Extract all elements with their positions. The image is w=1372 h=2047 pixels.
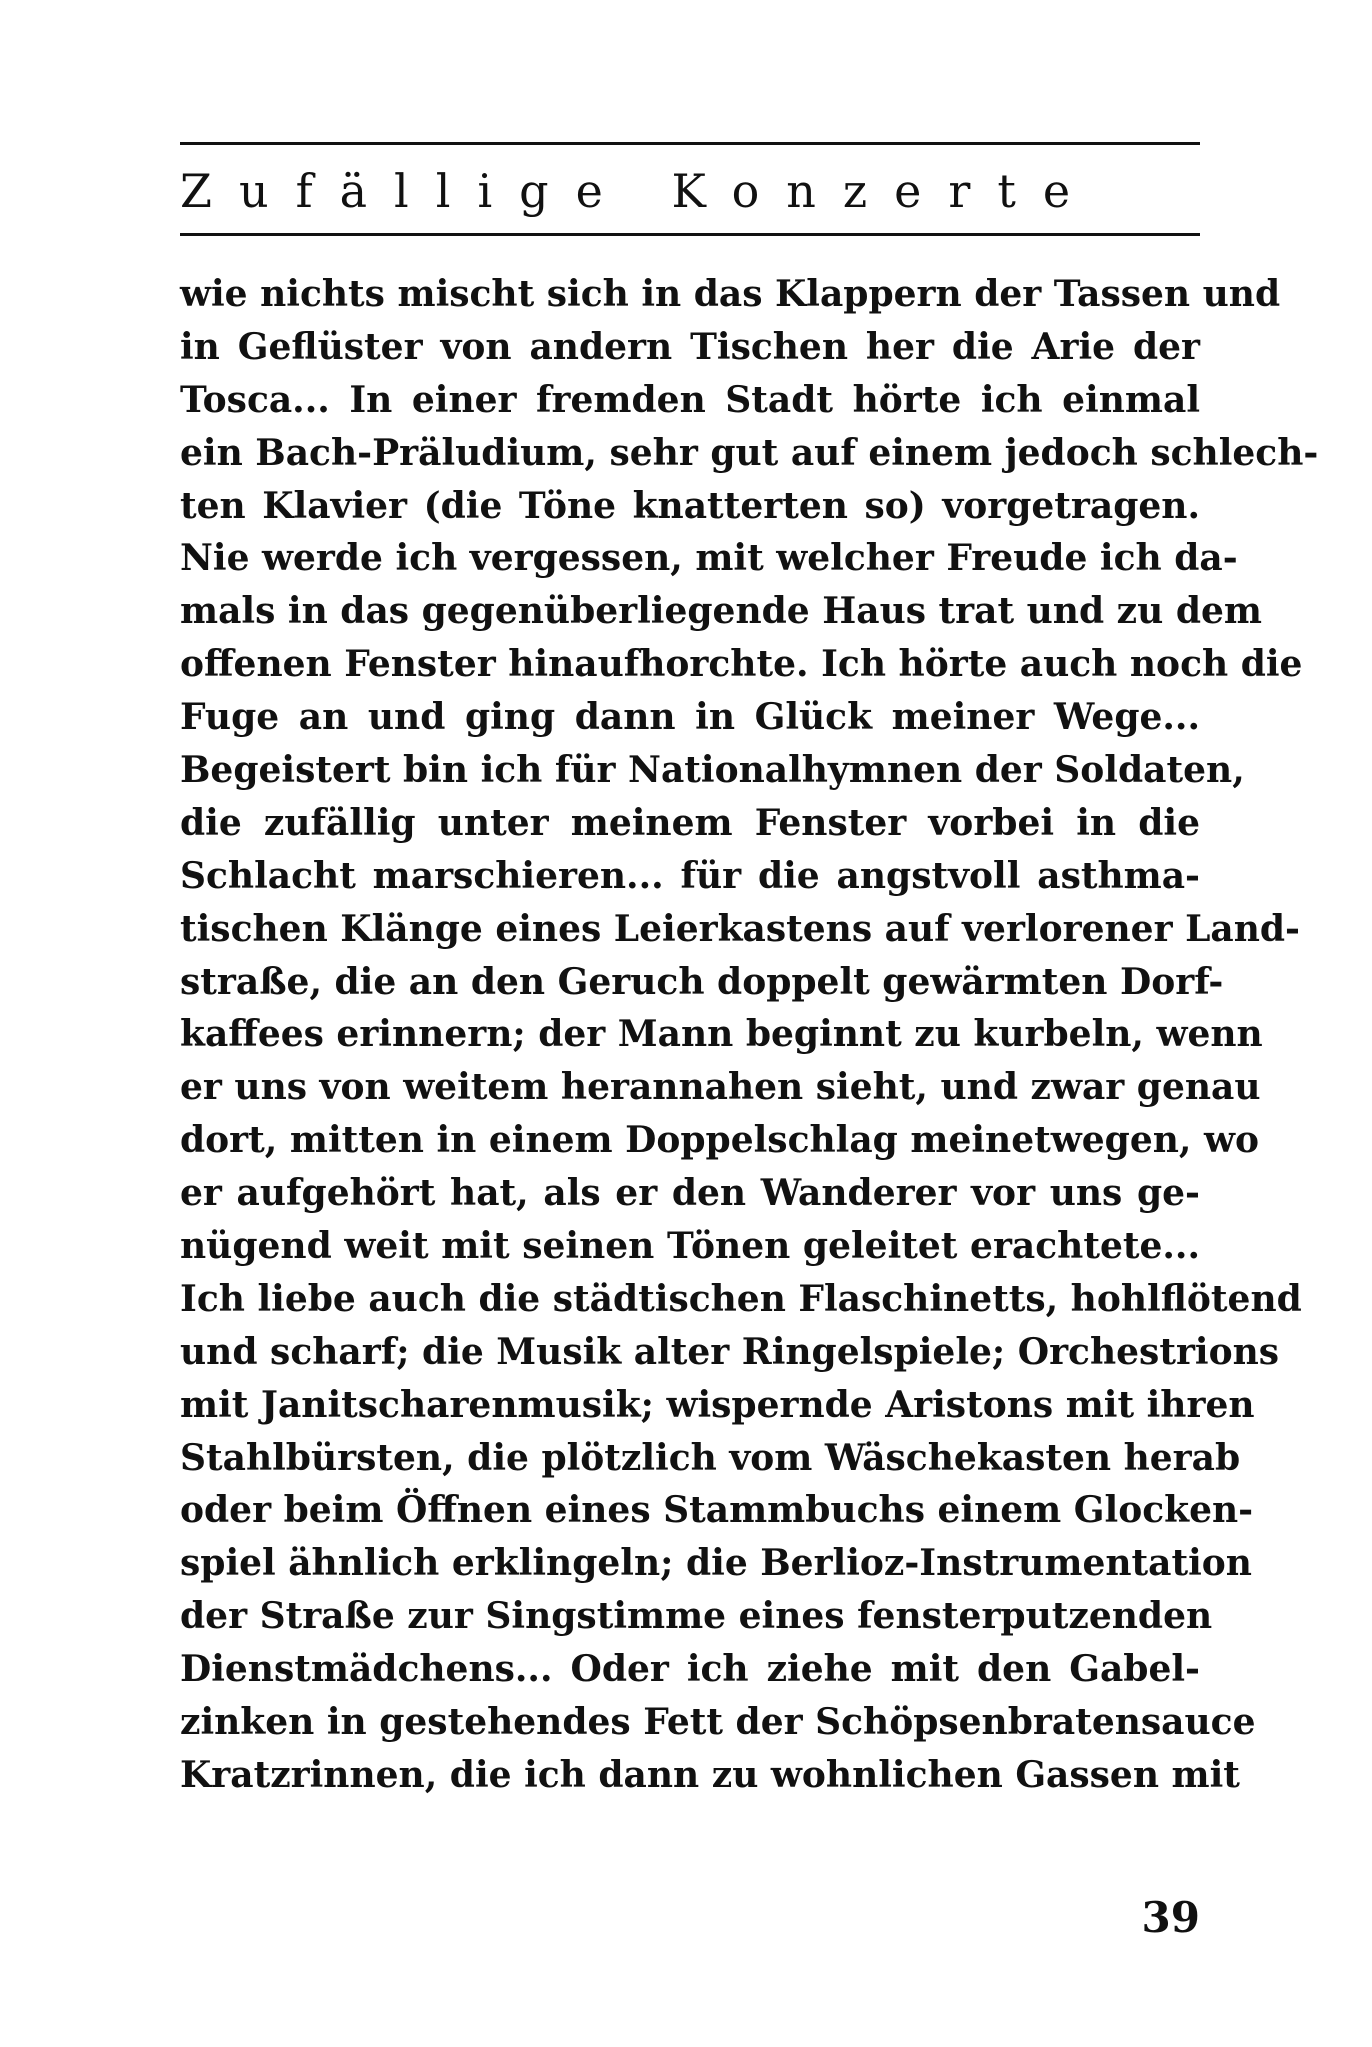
text-line: mit Janitscharenmusik; wispernde Aristons mit ihren bbox=[180, 1383, 1255, 1426]
text-line: er aufgehört hat, als er den Wanderer vor uns ge- bbox=[180, 1172, 1200, 1215]
text-line: tischen Klänge eines Leierkastens auf verlorener Land- bbox=[180, 907, 1300, 950]
text-line: Nie werde ich vergessen, mit welcher Freude ich da- bbox=[180, 537, 1238, 580]
text-line: Stahlbürsten, die plötzlich vom Wäschekasten herab bbox=[180, 1436, 1241, 1479]
text-line: die zufällig unter meinem Fenster vorbei in die bbox=[180, 801, 1200, 844]
text-line: der Straße zur Singstimme eines fensterputzenden bbox=[180, 1595, 1213, 1638]
text-line: und scharf; die Musik alter Ringelspiele; Orchestrions bbox=[180, 1330, 1280, 1373]
text-line: Tosca... In einer fremden Stadt hörte ich einmal bbox=[180, 378, 1200, 421]
text-line: Schlacht marschieren... für die angstvoll asthma- bbox=[180, 854, 1200, 897]
text-line: in Geflüster von andern Tischen her die Arie der bbox=[180, 325, 1200, 368]
text-line: Ich liebe auch die städtischen Flaschinetts, hohlflötend bbox=[180, 1277, 1302, 1320]
text-line: wie nichts mischt sich in das Klappern der Tassen und bbox=[180, 273, 1281, 315]
text-line: spiel ähnlich erklingeln; die Berlioz-Instrumentation bbox=[180, 1542, 1252, 1585]
body-text bbox=[180, 268, 1319, 1802]
text-line: mals in das gegenüberliegende Haus trat und zu dem bbox=[180, 590, 1263, 633]
text-line: ein Bach-Präludium, sehr gut auf einem jedoch schlech- bbox=[180, 431, 1319, 474]
text-line: Begeistert bin ich für Nationalhymnen der Soldaten, bbox=[180, 749, 1245, 792]
text-line: Fuge an und ging dann in Glück meiner Wege... bbox=[180, 696, 1200, 739]
text-line: Dienstmädchens... Oder ich ziehe mit den Gabel- bbox=[180, 1648, 1200, 1691]
text-line: dort, mitten in einem Doppelschlag meinetwegen, wo bbox=[180, 1119, 1259, 1162]
text-line: er uns von weitem herannahen sieht, und zwar genau bbox=[180, 1066, 1261, 1109]
header-top-rule bbox=[180, 142, 1200, 145]
text-line: Kratzrinnen, die ich dann zu wohnlichen Gassen mit bbox=[180, 1753, 1240, 1796]
text-line: nügend weit mit seinen Tönen geleitet erachtete... bbox=[180, 1225, 1200, 1268]
text-line: oder beim Öffnen eines Stammbuchs einem Glocken- bbox=[180, 1489, 1254, 1532]
book-page bbox=[180, 0, 1319, 2047]
text-line: zinken in gestehendes Fett der Schöpsenbratensauce bbox=[180, 1701, 1256, 1744]
text-line: straße, die an den Geruch doppelt gewärmten Dorf- bbox=[180, 960, 1224, 1003]
text-line: kaffees erinnern; der Mann beginnt zu kurbeln, wenn bbox=[180, 1013, 1263, 1056]
page-number: 39 bbox=[1141, 1893, 1200, 1942]
text-line: ten Klavier (die Töne knatterten so) vorgetragen. bbox=[180, 484, 1200, 527]
header-bottom-rule bbox=[180, 233, 1200, 236]
running-head: Zufällige Konzerte bbox=[180, 164, 1098, 218]
text-line: offenen Fenster hinaufhorchte. Ich hörte auch noch die bbox=[180, 643, 1303, 686]
